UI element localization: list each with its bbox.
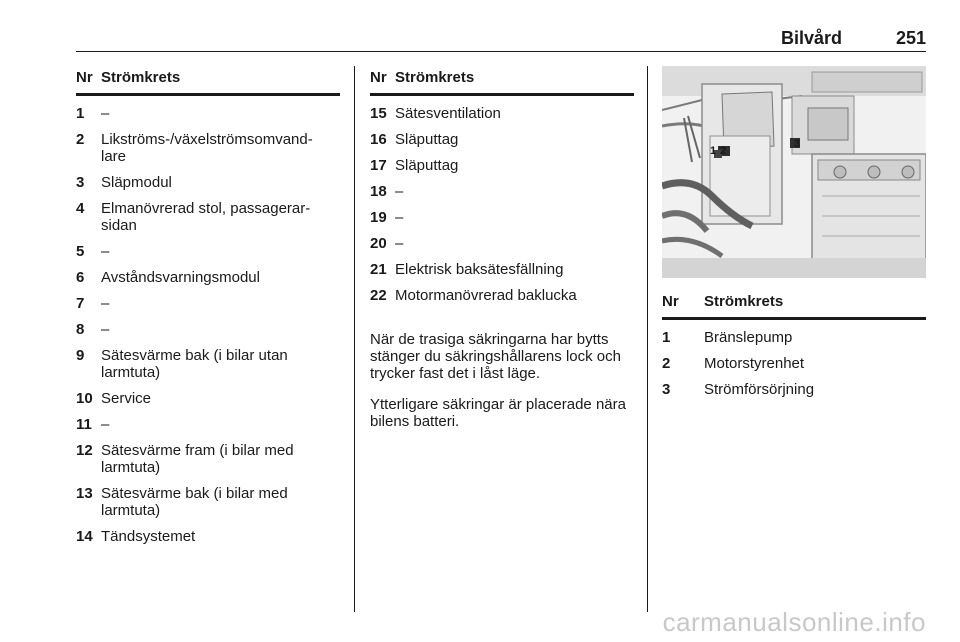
header-nr: Nr <box>370 69 387 86</box>
circuit-name: Motorstyrenhet <box>704 355 805 372</box>
table-row <box>370 105 634 122</box>
fuse-table-middle <box>370 67 634 304</box>
circuit-name: Likströms-/växelströmsomvand- lare <box>101 131 313 165</box>
fuse-number: 1 <box>76 105 85 122</box>
table-row <box>662 381 926 398</box>
header-nr: Nr <box>76 69 93 86</box>
circuit-name: Släputtag <box>395 157 459 174</box>
engine-bay-fuse-illustration <box>662 66 926 278</box>
table-row <box>76 243 340 260</box>
fuse-number: 3 <box>662 381 671 398</box>
fuse-number: 18 <box>370 183 387 200</box>
table-row <box>76 390 340 407</box>
fuse-label-3: 3 <box>794 138 801 150</box>
header-circuit: Strömkrets <box>704 293 784 310</box>
table-row <box>370 157 634 174</box>
fuse-number: 11 <box>76 416 92 433</box>
fuse-number: 4 <box>76 200 85 217</box>
fuse-label-1: 1 <box>710 145 717 157</box>
table-row <box>76 442 340 476</box>
table-body <box>370 105 634 304</box>
fuse-number: 7 <box>76 295 85 312</box>
circuit-name: – <box>101 321 110 338</box>
circuit-name: Sätesvärme bak (i bilar med larmtuta) <box>101 485 288 519</box>
header-circuit: Strömkrets <box>101 69 181 86</box>
table-row <box>370 235 634 252</box>
fuse-number: 17 <box>370 157 387 174</box>
fuse-label-2: 2 <box>720 145 727 157</box>
circuit-name: Elmanövrerad stol, passagerar- sidan <box>101 200 311 234</box>
fuse-number: 21 <box>370 261 387 278</box>
page-header <box>76 26 926 52</box>
fuse-number: 15 <box>370 105 387 122</box>
table-row <box>76 485 340 519</box>
fuse-number: 12 <box>76 442 93 459</box>
watermark: carmanualsonline.info <box>662 607 926 637</box>
column-divider-1 <box>354 66 355 612</box>
table-row <box>370 209 634 226</box>
fuse-table-right <box>662 291 926 398</box>
table-row <box>76 131 340 165</box>
circuit-name: Sätesvärme fram (i bilar med larmtuta) <box>101 442 294 476</box>
circuit-name: – <box>101 416 110 433</box>
circuit-name: Bränslepump <box>704 329 793 346</box>
fuse-table-left <box>76 67 340 545</box>
table-header <box>370 67 634 96</box>
section-title: Bilvård <box>780 28 842 48</box>
fuse-number: 2 <box>76 131 85 148</box>
fuse-number: 9 <box>76 347 85 364</box>
circuit-name: Sätesventilation <box>395 105 501 122</box>
circuit-name: – <box>101 243 110 260</box>
header-rule <box>76 51 926 52</box>
circuit-name: – <box>395 209 404 226</box>
table-row <box>76 269 340 286</box>
engine-bay-drawing <box>662 66 926 278</box>
fuse-number: 20 <box>370 235 387 252</box>
table-row <box>662 355 926 372</box>
table-header <box>662 291 926 320</box>
fuse-number: 13 <box>76 485 93 502</box>
circuit-name: Elektrisk baksätesfällning <box>395 261 564 278</box>
circuit-name: Släputtag <box>395 131 459 148</box>
table-row <box>662 329 926 346</box>
circuit-name: – <box>101 295 110 312</box>
circuit-name: Släpmodul <box>101 174 172 191</box>
table-row <box>370 183 634 200</box>
circuit-name: Sätesvärme bak (i bilar utan larmtuta) <box>101 347 288 381</box>
table-row <box>370 261 634 278</box>
table-row <box>76 105 340 122</box>
circuit-name: Tändsystemet <box>101 528 196 545</box>
paragraph-replace-fuses: När de trasiga säkringarna har bytts stänger du säkringshållarens lock och trycker fast det i låst läge. <box>370 331 621 382</box>
header-circuit: Strömkrets <box>395 69 475 86</box>
fuse-number: 6 <box>76 269 85 286</box>
fuse-number: 14 <box>76 528 93 545</box>
fuse-number: 3 <box>76 174 85 191</box>
circuit-name: – <box>395 183 404 200</box>
fuse-number: 22 <box>370 287 387 304</box>
table-row <box>370 287 634 304</box>
circuit-name: Motormanövrerad baklucka <box>395 287 577 304</box>
table-row <box>76 416 340 433</box>
table-row <box>76 321 340 338</box>
table-header <box>76 67 340 96</box>
fuse-number: 19 <box>370 209 387 226</box>
fuse-number: 16 <box>370 131 387 148</box>
fuse-number: 2 <box>662 355 671 372</box>
header-nr: Nr <box>662 293 679 310</box>
fuse-number: 1 <box>662 329 671 346</box>
circuit-name: – <box>101 105 110 122</box>
fuse-number: 10 <box>76 390 93 407</box>
table-row <box>76 200 340 234</box>
circuit-name: – <box>395 235 404 252</box>
column-divider-2 <box>647 66 648 612</box>
table-row <box>76 347 340 381</box>
paragraph-additional-fuses: Ytterligare säkringar är placerade nära bilens batteri. <box>370 396 626 430</box>
page-number: 251 <box>895 28 926 48</box>
table-row <box>76 528 340 545</box>
fuse-number: 5 <box>76 243 85 260</box>
table-body <box>76 105 340 545</box>
table-body <box>662 329 926 398</box>
table-row <box>76 174 340 191</box>
circuit-name: Service <box>101 390 152 407</box>
circuit-name: Avståndsvarningsmodul <box>101 269 260 286</box>
circuit-name: Strömförsörjning <box>704 381 815 398</box>
table-row <box>370 131 634 148</box>
table-row <box>76 295 340 312</box>
fuse-number: 8 <box>76 321 85 338</box>
